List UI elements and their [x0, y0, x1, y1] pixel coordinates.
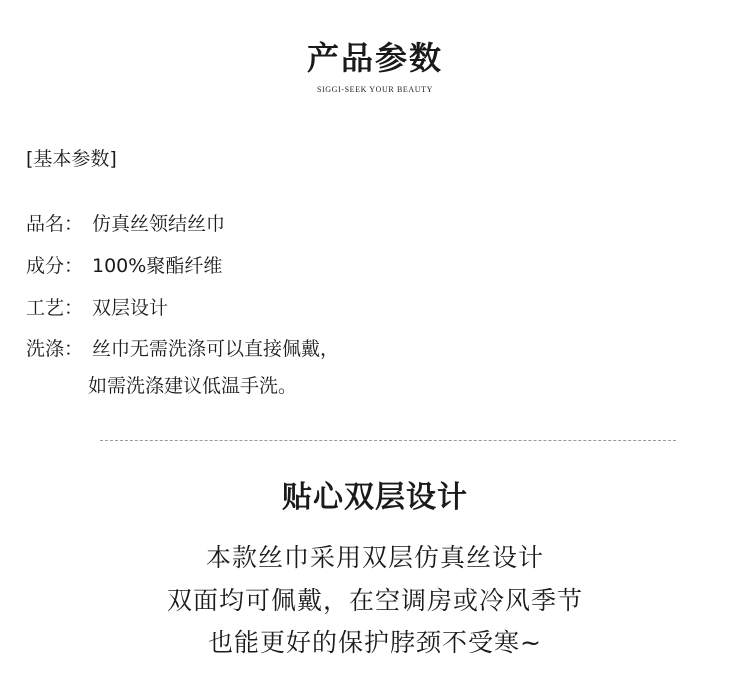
spec-value-continued: 如需洗涤建议低温手洗。 — [88, 375, 298, 397]
feature-text-line: 本款丝巾采用双层仿真丝设计 — [205, 543, 544, 572]
spec-value: 双层设计 — [92, 297, 169, 319]
page-title: 产品参数 — [306, 39, 443, 77]
spec-key: 成分： — [26, 255, 84, 277]
spec-value: 100%聚酯纤维 — [92, 255, 223, 277]
spec-row-product-name — [26, 211, 226, 237]
spec-value: 仿真丝领结丝巾 — [92, 213, 226, 235]
feature-text-line: 双面均可佩戴，在空调房或冷风季节 — [166, 586, 583, 615]
dashed-divider — [100, 440, 676, 441]
spec-value: 丝巾无需洗涤可以直接佩戴， — [92, 338, 340, 360]
spec-key: 品名： — [26, 213, 84, 235]
spec-row-craft — [26, 295, 169, 321]
feature-text-line: 也能更好的保护脖颈不受寒~ — [208, 628, 542, 657]
spec-row-washing — [26, 336, 340, 397]
spec-key: 洗涤： — [26, 338, 84, 360]
spec-key: 工艺： — [26, 297, 84, 319]
section-label-basic-params: [基本参数] — [26, 148, 117, 170]
feature-heading: 贴心双层设计 — [282, 480, 468, 515]
spec-row-material — [26, 253, 223, 279]
brand-tagline: SIGGI-SEEK YOUR BEAUTY — [316, 85, 433, 94]
